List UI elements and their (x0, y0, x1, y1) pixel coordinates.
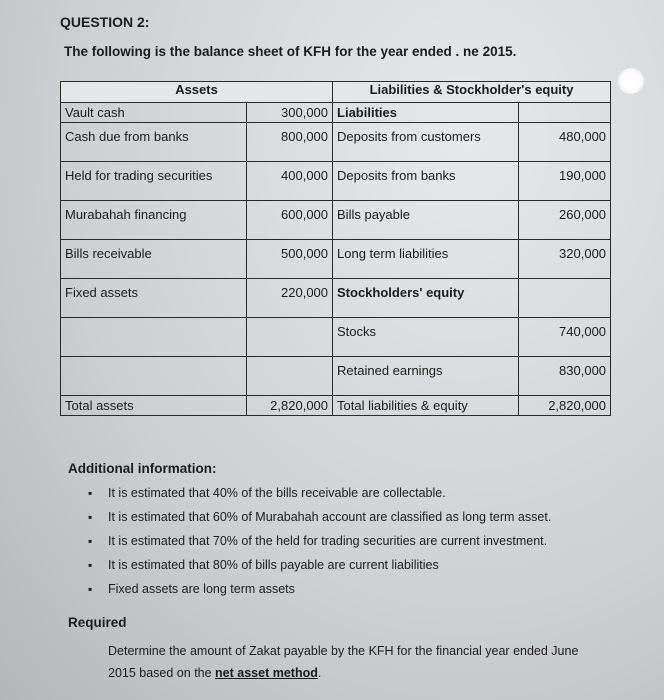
asset-value (247, 357, 333, 396)
bullet-icon: ▪ (88, 582, 93, 596)
liability-label: Retained earnings (333, 357, 519, 396)
table-row (61, 201, 611, 240)
light-glare (618, 68, 644, 94)
table-row (61, 279, 611, 318)
required-text: Determine the amount of Zakat payable by the KFH for the financial year ended June 2015 based on the net asset method. (108, 644, 579, 680)
bullet-icon: ▪ (88, 534, 93, 548)
table-row (61, 240, 611, 279)
required-title: Required (68, 615, 127, 630)
table-row (61, 103, 611, 123)
asset-label (61, 357, 247, 396)
asset-value: 220,000 (247, 279, 333, 318)
bullet-icon: ▪ (88, 558, 93, 572)
equity-subheader: Stockholders' equity (333, 279, 519, 318)
balance-sheet-table (60, 81, 611, 416)
list-item: ▪ It is estimated that 80% of bills payable are current liabilities (88, 558, 439, 572)
list-item: ▪ It is estimated that 40% of the bills receivable are collectable. (88, 486, 446, 500)
liability-value: 830,000 (519, 357, 611, 396)
asset-label: Fixed assets (61, 279, 247, 318)
total-assets-value: 2,820,000 (247, 396, 333, 416)
table-header-row (61, 82, 611, 103)
liability-value-empty (519, 103, 611, 123)
asset-label: Cash due from banks (61, 123, 247, 162)
additional-info-title: Additional information: (68, 461, 217, 476)
liability-label: Stocks (333, 318, 519, 357)
net-asset-method-term: net asset method (215, 666, 318, 680)
asset-value: 600,000 (247, 201, 333, 240)
liability-value: 260,000 (519, 201, 611, 240)
list-item: ▪ It is estimated that 60% of Murabahah account are classified as long term asset. (88, 510, 552, 524)
assets-header: Assets (61, 82, 333, 103)
asset-label: Vault cash (61, 103, 247, 123)
liability-value: 740,000 (519, 318, 611, 357)
asset-value: 300,000 (247, 103, 333, 123)
table-row (61, 318, 611, 357)
table-row (61, 162, 611, 201)
table-row (61, 357, 611, 396)
liability-value: 480,000 (519, 123, 611, 162)
asset-label: Murabahah financing (61, 201, 247, 240)
liabilities-subheader: Liabilities (333, 103, 519, 123)
liability-value: 320,000 (519, 240, 611, 279)
total-assets-label: Total assets (61, 396, 247, 416)
list-item: ▪ It is estimated that 70% of the held for trading securities are current investment. (88, 534, 548, 548)
bullet-icon: ▪ (88, 486, 93, 500)
liability-value: 190,000 (519, 162, 611, 201)
total-liabilities-value: 2,820,000 (519, 396, 611, 416)
list-item: ▪ Fixed assets are long term assets (88, 582, 295, 596)
asset-label: Bills receivable (61, 240, 247, 279)
table-row (61, 123, 611, 162)
asset-label (61, 318, 247, 357)
liability-label: Bills payable (333, 201, 519, 240)
additional-info-list (88, 484, 551, 604)
bullet-icon: ▪ (88, 510, 93, 524)
liability-label: Deposits from banks (333, 162, 519, 201)
liability-value (519, 279, 611, 318)
liability-label: Deposits from customers (333, 123, 519, 162)
question-title: QUESTION 2: (60, 14, 150, 30)
asset-value (247, 318, 333, 357)
total-row (61, 396, 611, 416)
liability-label: Long term liabilities (333, 240, 519, 279)
question-intro: The following is the balance sheet of KFH for the year ended . ne 2015. (64, 44, 517, 59)
asset-value: 400,000 (247, 162, 333, 201)
asset-value: 500,000 (247, 240, 333, 279)
liabilities-header: Liabilities & Stockholder's equity (333, 82, 611, 103)
asset-value: 800,000 (247, 123, 333, 162)
asset-label: Held for trading securities (61, 162, 247, 201)
total-liabilities-label: Total liabilities & equity (333, 396, 519, 416)
